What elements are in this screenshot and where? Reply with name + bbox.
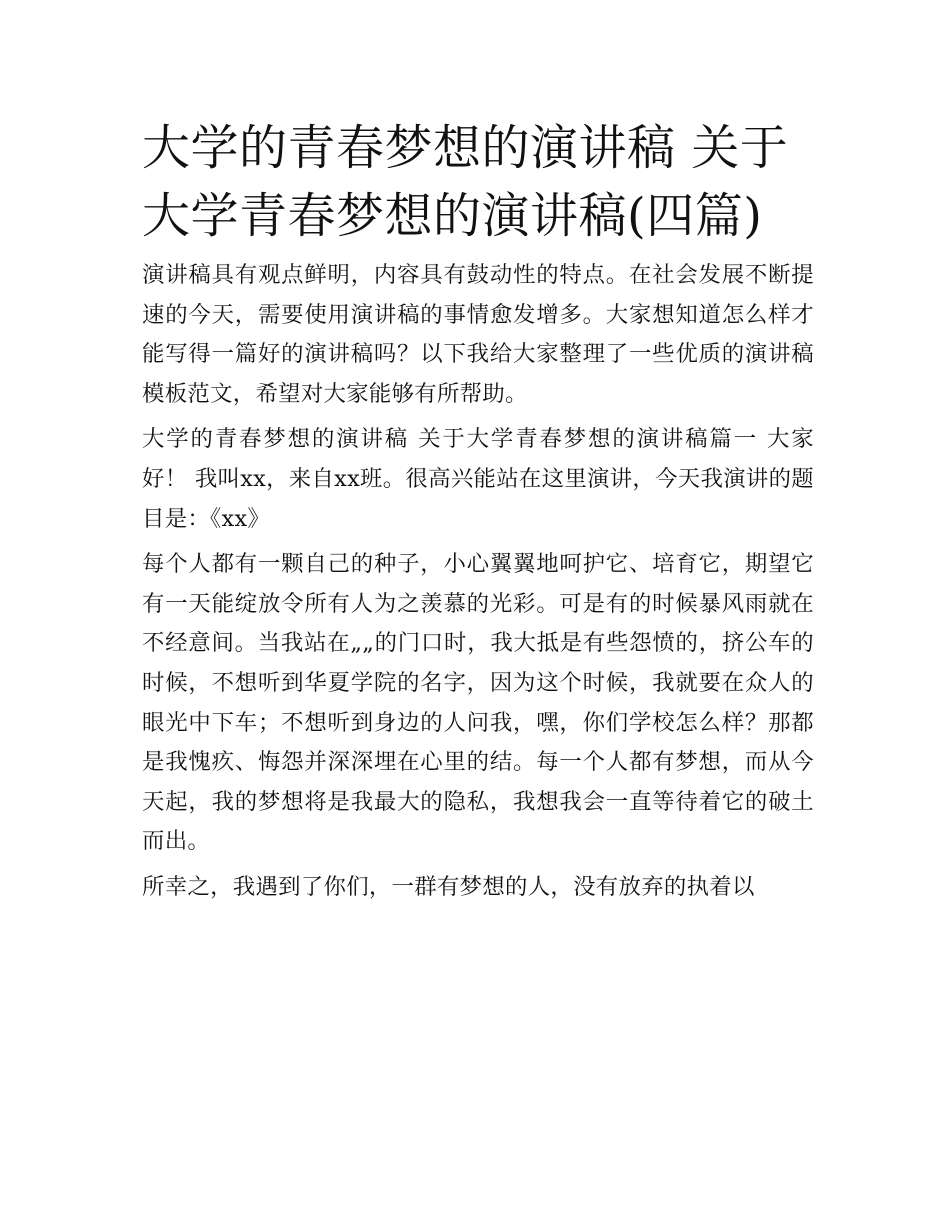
document-title: [142, 114, 814, 250]
document-page: [142, 114, 814, 914]
paragraph-greeting: 大学的青春梦想的演讲稿 关于大学青春梦想的演讲稿篇一 大家好！ 我叫xx，来自xx班。很高兴能站在这里演讲，今天我演讲的题目是：《xx》: [142, 426, 814, 532]
paragraph-dream-seed: 每个人都有一颗自己的种子，小心翼翼地呵护它、培育它，期望它有一天能绽放令所有人为之羡慕的光彩。可是有的时候暴风雨就在不经意间。当我站在„„的门口时，我大抵是有些怨愤的，挤公车的时候，不想听到华夏学院的名字，因为这个时候，我就要在众人的眼光中下车；不想听到身边的人问我，嘿，你们学校怎么样？那都是我愧疚、悔怨并深深埋在心里的结。每一个人都有梦想，而从今天起，我的梦想将是我最大的隐私，我想我会一直等待着它的破土而出。: [142, 551, 814, 855]
paragraph-fortunate: 所幸之，我遇到了你们，一群有梦想的人，没有放弃的执着以: [142, 873, 755, 900]
title-line-2: 大学青春梦想的演讲稿(四篇): [142, 188, 763, 244]
paragraph-intro: 演讲稿具有观点鲜明，内容具有鼓动性的特点。在社会发展不断提速的今天，需要使用演讲稿的事情愈发增多。大家想知道怎么样才能写得一篇好的演讲稿吗？以下我给大家整理了一些优质的演讲稿模板范文，希望对大家能够有所帮助。: [142, 262, 814, 407]
title-line-1: 大学的青春梦想的演讲稿 关于: [142, 120, 789, 176]
